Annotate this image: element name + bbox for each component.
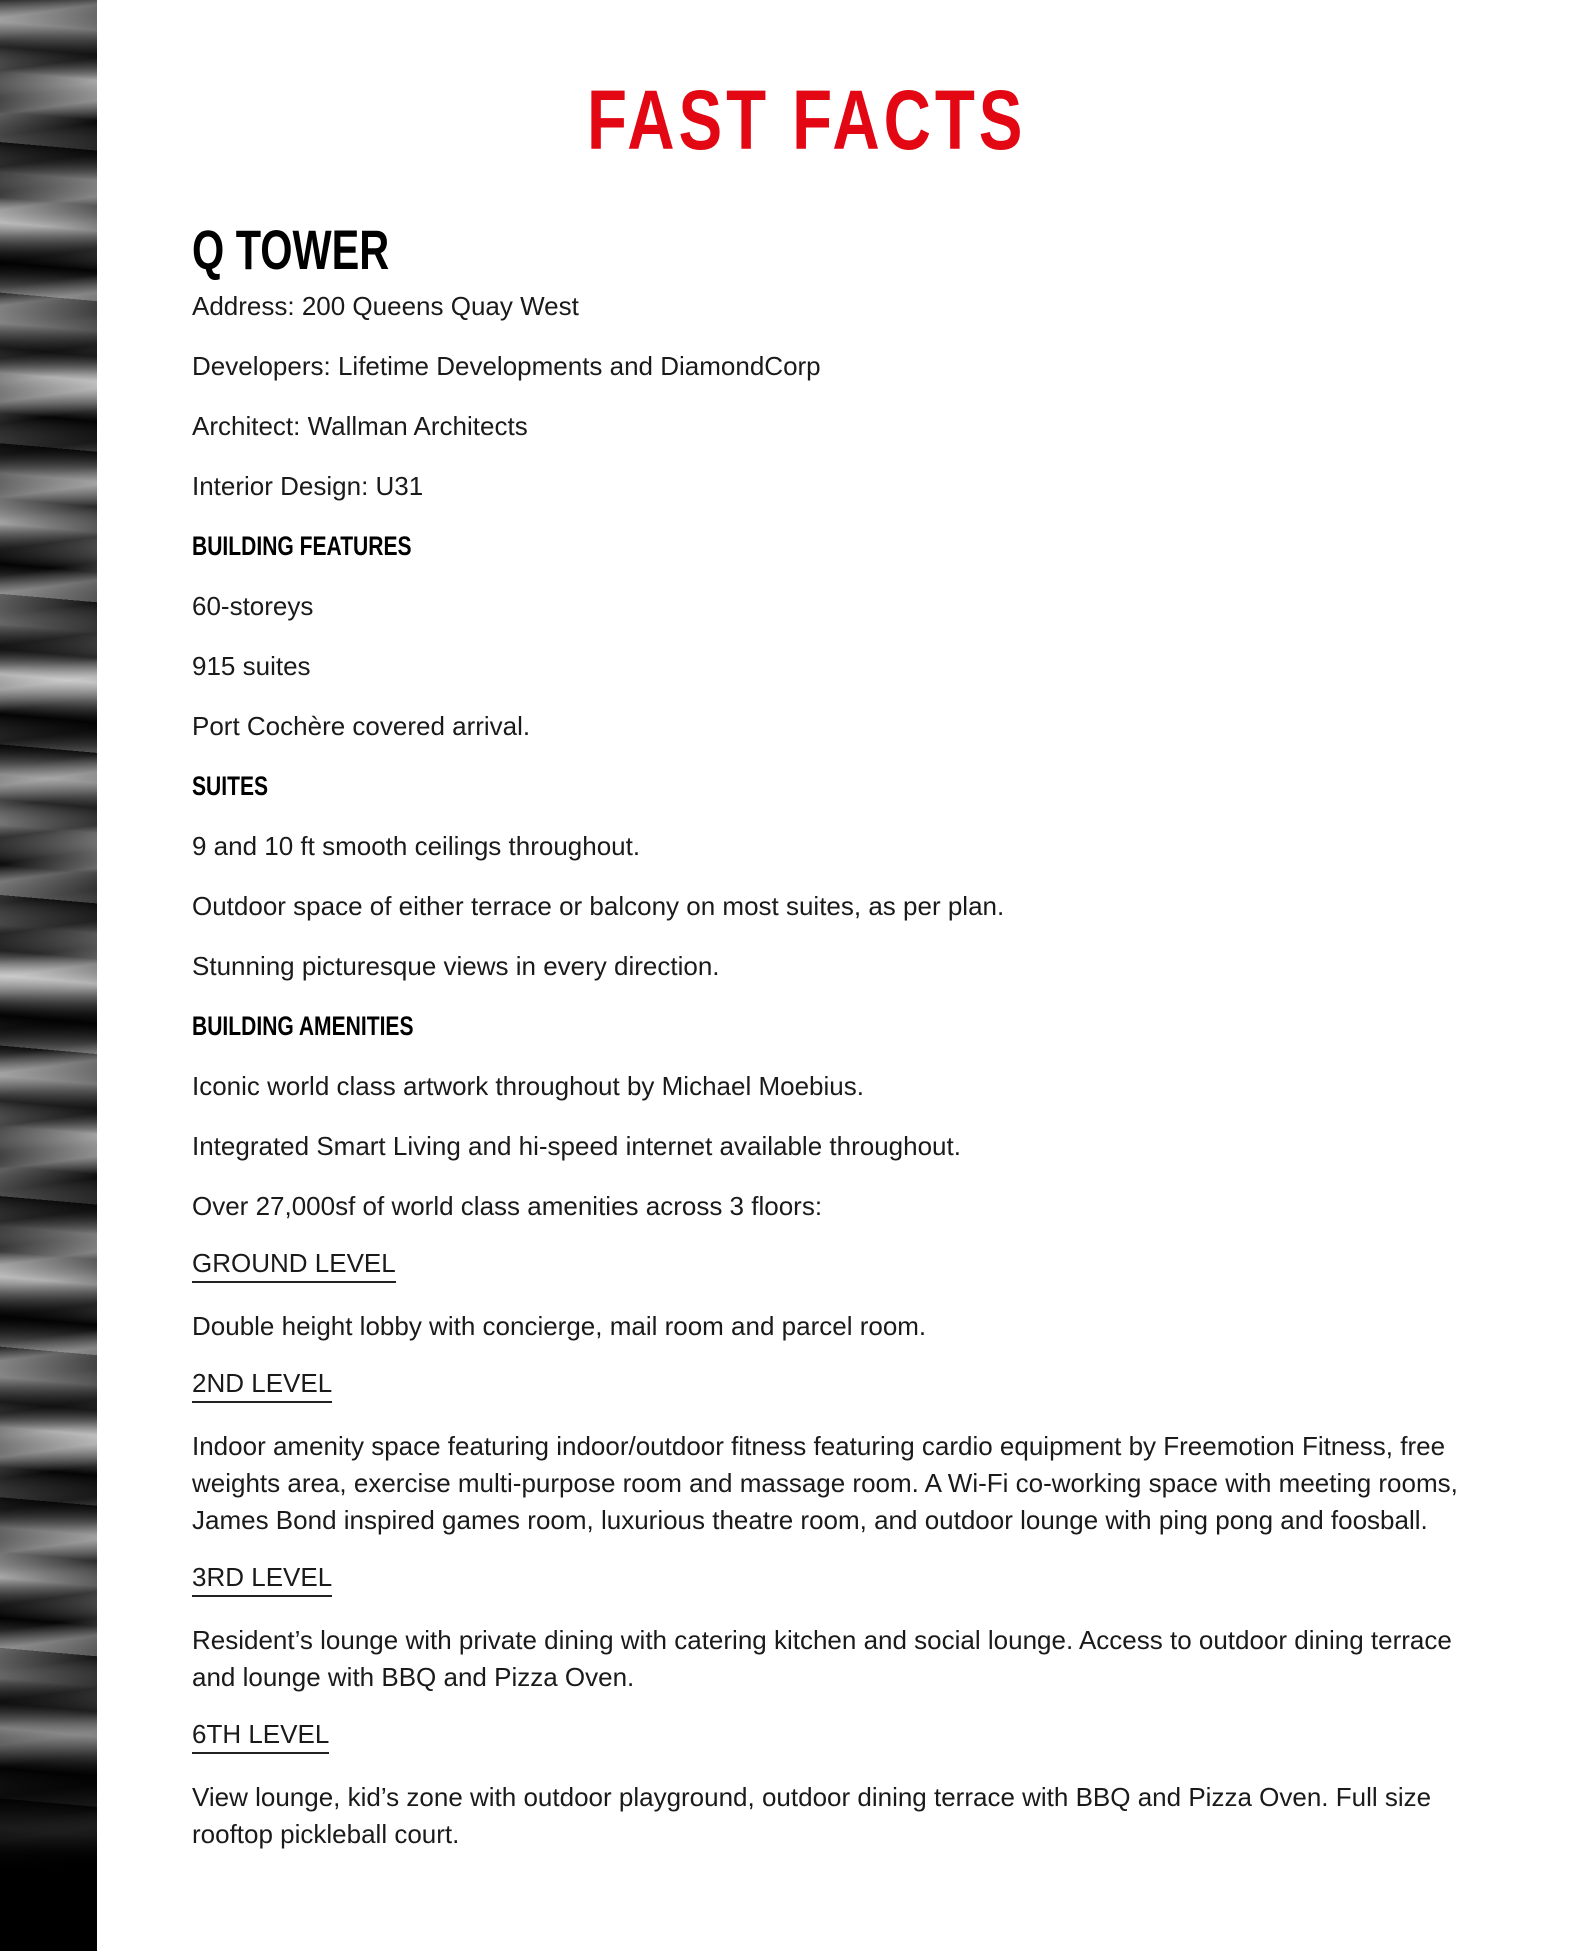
heading-text: BUILDING AMENITIES (192, 1011, 414, 1041)
building-name: Q TOWER (192, 218, 390, 281)
suite-item: Stunning picturesque views in every direction. (192, 951, 720, 981)
amenity-item: Over 27,000sf of world class amenities across 3 floors: (192, 1191, 823, 1221)
address: Address: 200 Queens Quay West (192, 291, 579, 321)
level-heading-6th (192, 1719, 1472, 1756)
amenity-item: Integrated Smart Living and hi-speed internet available throughout. (192, 1131, 961, 1161)
suites-heading (192, 768, 1472, 805)
heading-text: SUITES (192, 771, 269, 801)
amenity-item: Iconic world class artwork throughout by Michael Moebius. (192, 1071, 864, 1101)
heading-text: BUILDING FEATURES (192, 531, 412, 561)
level-description-3rd: Resident’s lounge with private dining with catering kitchen and social lounge. Access to outdoor dining terrace and lounge with BBQ and Pizza Oven. (192, 1625, 1452, 1692)
feature-item: Port Cochère covered arrival. (192, 711, 531, 741)
developers: Developers: Lifetime Developments and DiamondCorp (192, 351, 821, 381)
level-heading-ground (192, 1248, 1472, 1285)
level-label: 3RD LEVEL (192, 1562, 332, 1597)
level-description-6th: View lounge, kid’s zone with outdoor playground, outdoor dining terrace with BBQ and Pizza Oven. Full size rooftop pickleball court. (192, 1782, 1432, 1849)
suite-item: Outdoor space of either terrace or balcony on most suites, as per plan. (192, 891, 1005, 921)
page-title-text: FAST FACTS (587, 73, 1027, 167)
architect: Architect: Wallman Architects (192, 411, 528, 441)
level-label: 2ND LEVEL (192, 1368, 332, 1403)
building-features-heading (192, 528, 1472, 565)
fact-sheet-content (192, 218, 1472, 1876)
level-description-ground: Double height lobby with concierge, mail room and parcel room. (192, 1311, 927, 1341)
level-description-2nd: Indoor amenity space featuring indoor/outdoor fitness featuring cardio equipment by Freemotion Fitness, free weights area, exercise multi-purpose room and massage room. A Wi-Fi co-working space with meeting rooms, James Bond inspired games room, luxurious theatre room, and outdoor lounge with ping pong and foosball. (192, 1431, 1458, 1535)
page-title (0, 73, 1594, 167)
feature-item: 60-storeys (192, 591, 314, 621)
level-heading-2nd (192, 1368, 1472, 1405)
level-label: GROUND LEVEL (192, 1248, 396, 1283)
feature-item: 915 suites (192, 651, 311, 681)
decorative-side-stripe (0, 0, 97, 1951)
level-heading-3rd (192, 1562, 1472, 1599)
suite-item: 9 and 10 ft smooth ceilings throughout. (192, 831, 641, 861)
building-amenities-heading (192, 1008, 1472, 1045)
interior-design: Interior Design: U31 (192, 471, 424, 501)
level-label: 6TH LEVEL (192, 1719, 329, 1754)
